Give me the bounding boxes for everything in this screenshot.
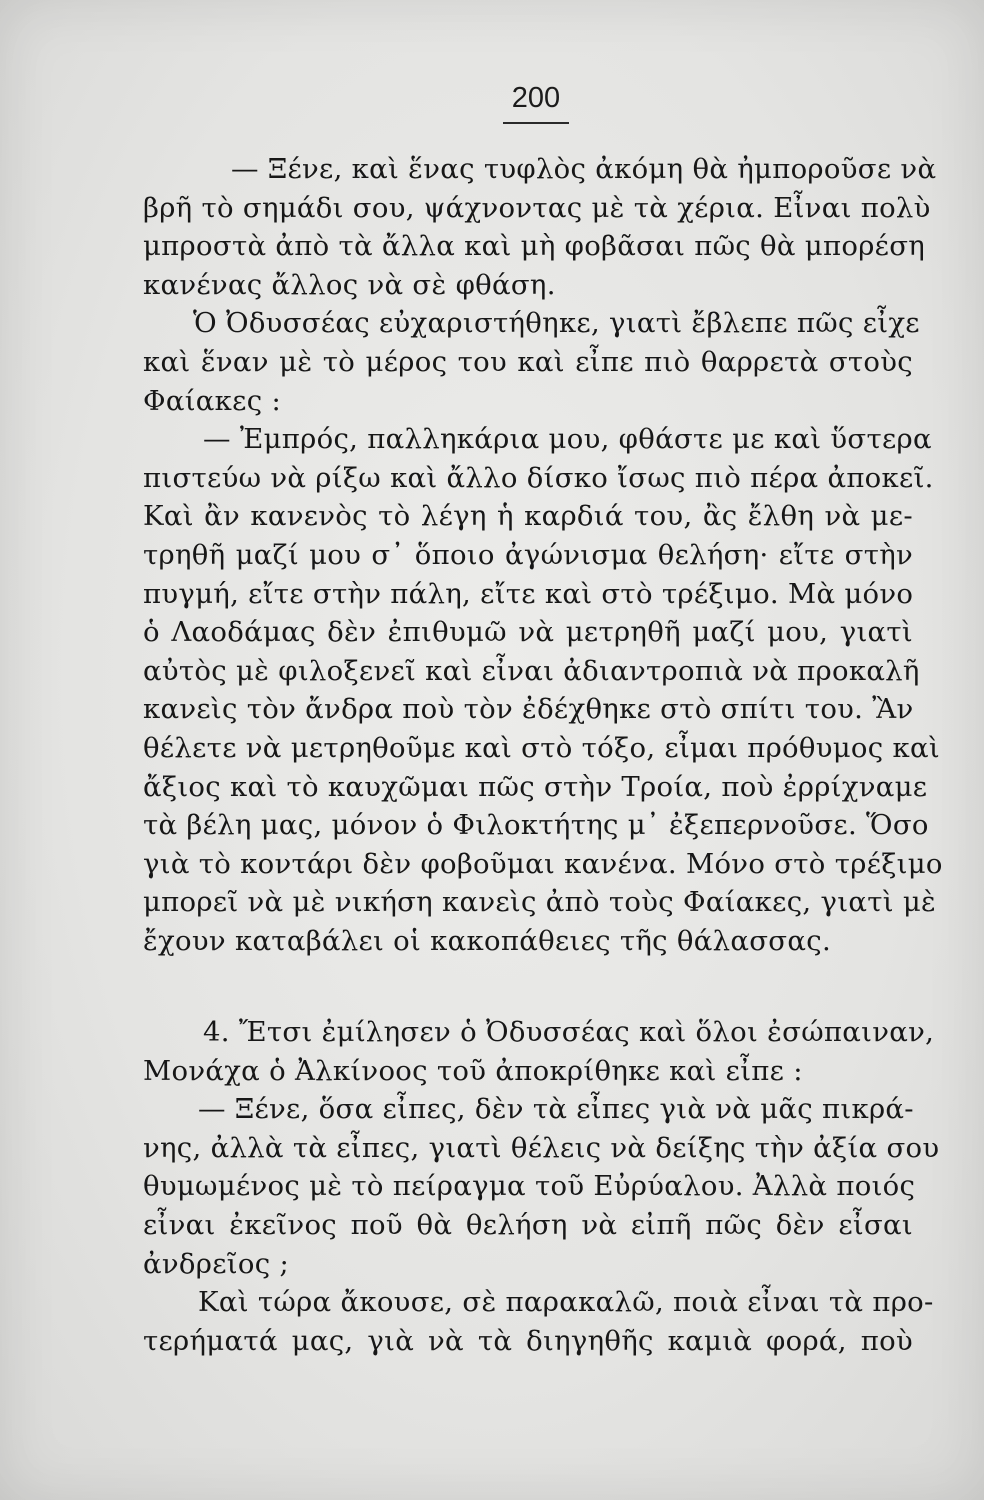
text-line: ἀνδρεῖος ; bbox=[143, 1247, 290, 1280]
text-line: Καὶ τώρα ἄκουσε, σὲ παρακαλῶ, ποιὰ εἶναι τὰ προ- bbox=[198, 1286, 934, 1319]
text-line: μπροστὰ ἀπὸ τὰ ἄλλα καὶ μὴ φοβᾶσαι πῶς θὰ μπορέση bbox=[143, 230, 926, 263]
text-line: ἔχουν καταβάλει οἱ κακοπάθειες τῆς θάλασσας. bbox=[143, 924, 831, 957]
text-line: Καὶ ἂν κανενὸς τὸ λέγη ἡ καρδιά του, ἂς ἔλθη νὰ με- bbox=[143, 500, 913, 533]
page-number-rule bbox=[503, 122, 569, 124]
text-line: εἶναι ἐκεῖνος ποῦ θὰ θελήση νὰ εἰπῆ πῶς δὲν εἶσαι bbox=[143, 1208, 913, 1241]
text-line: θέλετε νὰ μετρηθοῦμε καὶ στὸ τόξο, εἶμαι πρόθυμος καὶ bbox=[143, 731, 940, 764]
text-line: καὶ ἕναν μὲ τὸ μέρος του καὶ εἶπε πιὸ θαρρετὰ στοὺς bbox=[143, 345, 913, 378]
body-text-part-1 bbox=[143, 150, 943, 960]
text-line: τὰ βέλη μας, μόνον ὁ Φιλοκτήτης μ᾽ ἐξεπερνοῦσε. Ὅσο bbox=[143, 809, 929, 842]
text-line: τρηθῆ μαζί μου σ᾽ ὅποιο ἀγώνισμα θελήση· εἴτε στὴν bbox=[143, 538, 913, 571]
text-line: νης, ἀλλὰ τὰ εἶπες, γιατὶ θέλεις νὰ δείξης τὴν ἀξία σου bbox=[143, 1131, 940, 1164]
text-line: Φαίακες : bbox=[143, 384, 282, 417]
text-line: τερήματά μας, γιὰ νὰ τὰ διηγηθῆς καμιὰ φορά, ποὺ bbox=[143, 1324, 913, 1357]
body-text-part-2 bbox=[143, 1013, 940, 1360]
text-line: γιὰ τὸ κοντάρι δὲν φοβοῦμαι κανένα. Μόνο στὸ τρέξιμο bbox=[143, 847, 943, 880]
text-line: βρῆ τὸ σημάδι σου, ψάχνοντας μὲ τὰ χέρια. Εἶναι πολὺ bbox=[143, 191, 931, 224]
text-line: — Ἐμπρός, παλληκάρια μου, φθάστε με καὶ ὕστερα bbox=[203, 423, 932, 456]
text-line: κανεὶς τὸν ἄνδρα ποὺ τὸν ἐδέχθηκε στὸ σπίτι του. Ἂν bbox=[143, 693, 914, 726]
text-line: 4. Ἔτσι ἐμίλησεν ὁ Ὀδυσσέας καὶ ὅλοι ἐσώπαιναν, bbox=[203, 1016, 935, 1048]
text-line: πυγμή, εἴτε στὴν πάλη, εἴτε καὶ στὸ τρέξιμο. Μὰ μόνο bbox=[143, 577, 914, 610]
text-line: μπορεῖ νὰ μὲ νικήση κανεὶς ἀπὸ τοὺς Φαίακες, γιατὶ μὲ bbox=[143, 886, 937, 919]
text-line: αὐτὸς μὲ φιλοξενεῖ καὶ εἶναι ἀδιαντροπιὰ νὰ προκαλῆ bbox=[143, 654, 920, 687]
page-number: 200 bbox=[511, 82, 561, 114]
text-line: κανένας ἄλλος νὰ σὲ φθάση. bbox=[143, 268, 556, 301]
text-line: Μονάχα ὁ Ἀλκίνοος τοῦ ἀποκρίθηκε καὶ εἶπε : bbox=[143, 1054, 803, 1087]
text-line: ἄξιος καὶ τὸ καυχῶμαι πῶς στὴν Τροία, ποὺ ἐρρίχναμε bbox=[143, 770, 928, 803]
text-line: ὁ Λαοδάμας δὲν ἐπιθυμῶ νὰ μετρηθῆ μαζί μου, γιατὶ bbox=[143, 616, 913, 649]
text-line: — Ξένε, καὶ ἕνας τυφλὸς ἀκόμη θὰ ἠμποροῦσε νὰ bbox=[231, 153, 937, 185]
text-line: — Ξένε, ὅσα εἶπες, δὲν τὰ εἶπες γιὰ νὰ μᾶς πικρά- bbox=[198, 1093, 914, 1126]
text-line: Ὁ Ὀδυσσέας εὐχαριστήθηκε, γιατὶ ἔβλεπε πῶς εἶχε bbox=[193, 307, 920, 340]
text-line: πιστεύω νὰ ρίξω καὶ ἄλλο δίσκο ἴσως πιὸ πέρα ἀποκεῖ. bbox=[143, 461, 934, 494]
text-line: θυμωμένος μὲ τὸ πείραγμα τοῦ Εὐρύαλου. Ἀλλὰ ποιός bbox=[143, 1170, 916, 1203]
